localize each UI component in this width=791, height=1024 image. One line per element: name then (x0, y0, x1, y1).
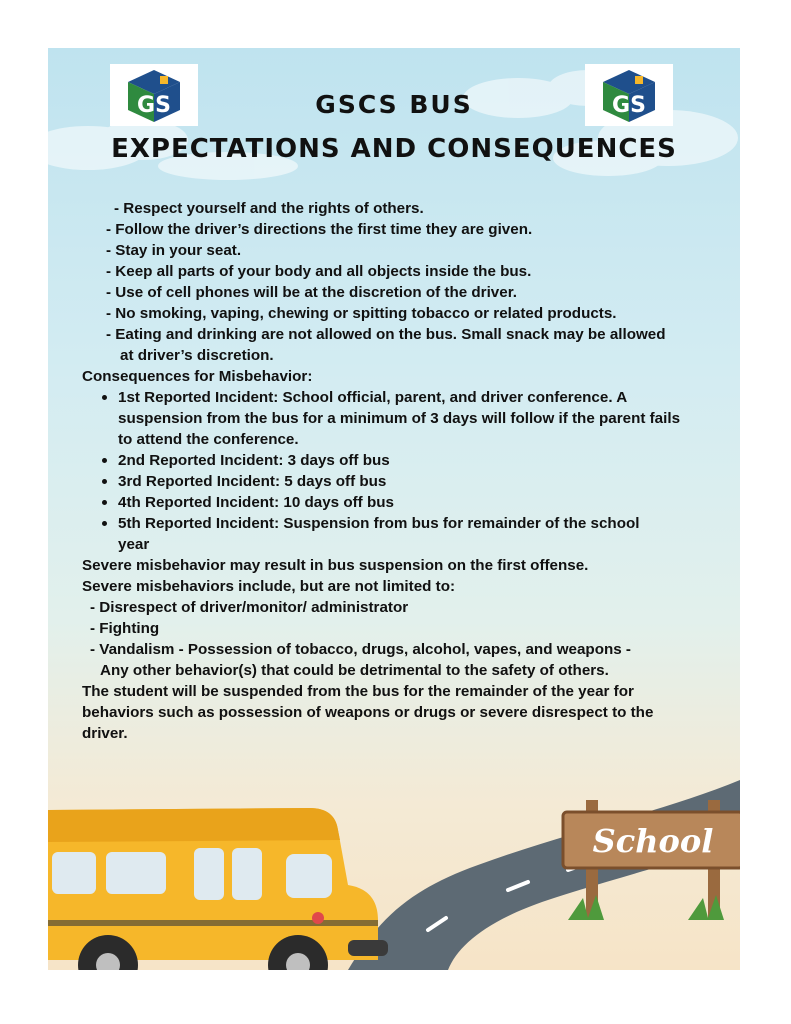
expectation-item: - Keep all parts of your body and all objects inside the bus. (106, 263, 532, 280)
logo-right-text: GS (612, 93, 646, 118)
consequences-list (82, 387, 712, 555)
severe-item: - Disrespect of driver/monitor/ administrator (90, 599, 409, 616)
consequences-heading: Consequences for Misbehavior: (82, 368, 313, 385)
sign-text: School (592, 822, 714, 860)
road (348, 780, 740, 970)
severe-list (82, 597, 712, 681)
closing-statement: The student will be suspended from the bus for the remainder of the year for behaviors such as possession of weapons or drugs or severe disrespect to the driver. (82, 683, 654, 742)
severe-line1: Severe misbehavior may result in bus suspension on the first offense. (82, 557, 589, 574)
consequence-item: 1st Reported Incident: School official, parent, and driver conference. A suspension from the bus for a minimum of 3 days will follow if the parent fails to attend the conference. (118, 387, 712, 450)
consequence-item: 5th Reported Incident: Suspension from bus for remainder of the school year (118, 513, 712, 555)
expectation-item: - Eating and drinking are not allowed on the bus. Small snack may be allowed at driver’s discretion. (106, 326, 666, 364)
consequence-item: 2nd Reported Incident: 3 days off bus (118, 450, 712, 471)
title-line1: GSCS BUS (315, 90, 473, 119)
poster (48, 48, 740, 970)
school-sign (563, 800, 740, 920)
expectation-item: - Use of cell phones will be at the discretion of the driver. (106, 284, 517, 301)
bus-scene-illustration (48, 770, 740, 970)
severe-item: - Vandalism - Possession of tobacco, drugs, alcohol, vapes, and weapons - Any other behavior(s) that could be detrimental to the safety of others. (90, 641, 631, 679)
expectation-item: - Respect yourself and the rights of others. (114, 200, 424, 217)
expectations-list (82, 198, 712, 366)
expectation-item: - Stay in your seat. (106, 242, 242, 259)
content (82, 198, 712, 744)
severe-line2: Severe misbehaviors include, but are not limited to: (82, 578, 456, 595)
expectation-item: - Follow the driver’s directions the first time they are given. (106, 221, 533, 238)
school-bus (48, 808, 388, 970)
consequence-item: 3rd Reported Incident: 5 days off bus (118, 471, 712, 492)
logo-left-text: GS (137, 93, 171, 118)
title-line2: EXPECTATIONS AND CONSEQUENCES (111, 134, 677, 164)
consequence-item: 4th Reported Incident: 10 days off bus (118, 492, 712, 513)
severe-item: - Fighting (90, 620, 160, 637)
expectation-item: - No smoking, vaping, chewing or spitting tobacco or related products. (106, 305, 617, 322)
